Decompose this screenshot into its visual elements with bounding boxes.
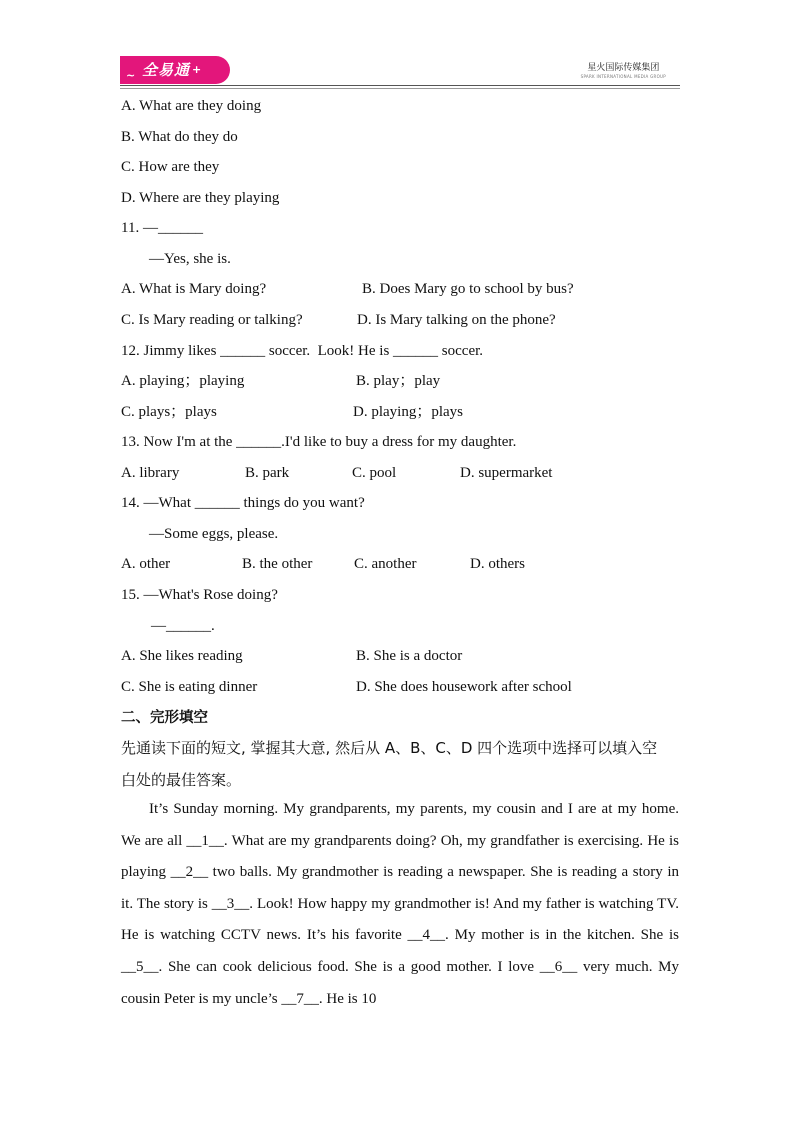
section-instruction-line2: 白处的最佳答案。	[121, 771, 242, 789]
logo-mark: +	[192, 63, 203, 76]
publisher-name	[581, 60, 666, 79]
section-instruction-line1: 先通读下面的短文, 掌握其大意, 然后从 A、B、C、D 四个选项中选择可以填入空	[121, 739, 658, 757]
swirl-icon: ~	[126, 69, 137, 82]
q11-option-c: C. Is Mary reading or talking?	[121, 312, 303, 328]
page-header	[120, 56, 680, 88]
cloze-passage-text: It’s Sunday morning. My grandparents, my parents, my cousin and I are at my home. We are all __1__. What are my grandparents doing? Oh, my grandfather is exercising. He is playing __2__ two balls. My grandmother is reading a newspaper. She is reading a story in it. The story is __3__. Look! How happy my grandmother is! And my father is watching TV. He is watching CCTV news. It’s his favorite __4__. My mother is in the kitchen. She is __5__. She can cook delicious food. She is a good mother. I love __6__ very much. My cousin Peter is my uncle’s __7__. He is 10	[121, 801, 679, 1007]
publisher-name-text: 星火国际传媒集团	[587, 63, 660, 73]
q11-option-d: D. Is Mary talking on the phone?	[357, 312, 556, 328]
header-divider	[120, 85, 680, 86]
q10-option-b: B. What do they do	[121, 129, 238, 145]
q15-stem: 15. —What's Rose doing?	[121, 587, 278, 603]
q15-option-d: D. She does housework after school	[356, 679, 572, 695]
q10-option-a: A. What are they doing	[121, 98, 262, 114]
q15-option-b: B. She is a doctor	[356, 648, 463, 664]
q14-option-b: B. the other	[242, 556, 313, 572]
q10-option-c: C. How are they	[121, 159, 220, 175]
q13-stem: 13. Now I'm at the ______.I'd like to buy a dress for my daughter.	[121, 434, 517, 450]
q13-option-c: C. pool	[352, 465, 397, 481]
q13-option-a: A. library	[121, 465, 180, 481]
q15-response: —______.	[151, 618, 215, 634]
logo-text: 全易通	[142, 61, 191, 79]
q13-option-b: B. park	[245, 465, 290, 481]
q14-response: —Some eggs, please.	[149, 526, 279, 542]
q11-option-a: A. What is Mary doing?	[121, 281, 267, 297]
q13-option-d: D. supermarket	[460, 465, 553, 481]
q12-option-c: C. plays；plays	[121, 404, 217, 420]
q14-option-c: C. another	[354, 556, 417, 572]
q12-option-a: A. playing；playing	[121, 373, 245, 389]
q14-option-a: A. other	[121, 556, 171, 572]
publisher-name-sub: SPARK INTERNATIONAL MEDIA GROUP	[580, 74, 666, 79]
q15-option-c: C. She is eating dinner	[121, 679, 258, 695]
section-title: 二、完形填空	[121, 710, 208, 726]
q12-stem: 12. Jimmy likes ______ soccer. Look! He is ______ soccer.	[121, 343, 484, 359]
q12-option-d: D. playing；plays	[353, 404, 463, 420]
q12-option-b: B. play；play	[356, 373, 441, 389]
q11-stem: 11. —______	[121, 220, 203, 236]
brand-logo	[120, 56, 230, 84]
cloze-passage	[121, 794, 679, 1015]
q14-option-d: D. others	[470, 556, 525, 572]
q11-response: —Yes, she is.	[149, 251, 231, 267]
q14-stem: 14. —What ______ things do you want?	[121, 495, 365, 511]
header-divider-thin	[120, 88, 680, 89]
q15-option-a: A. She likes reading	[121, 648, 243, 664]
q10-option-d: D. Where are they playing	[121, 190, 280, 206]
q11-option-b: B. Does Mary go to school by bus?	[362, 281, 574, 297]
